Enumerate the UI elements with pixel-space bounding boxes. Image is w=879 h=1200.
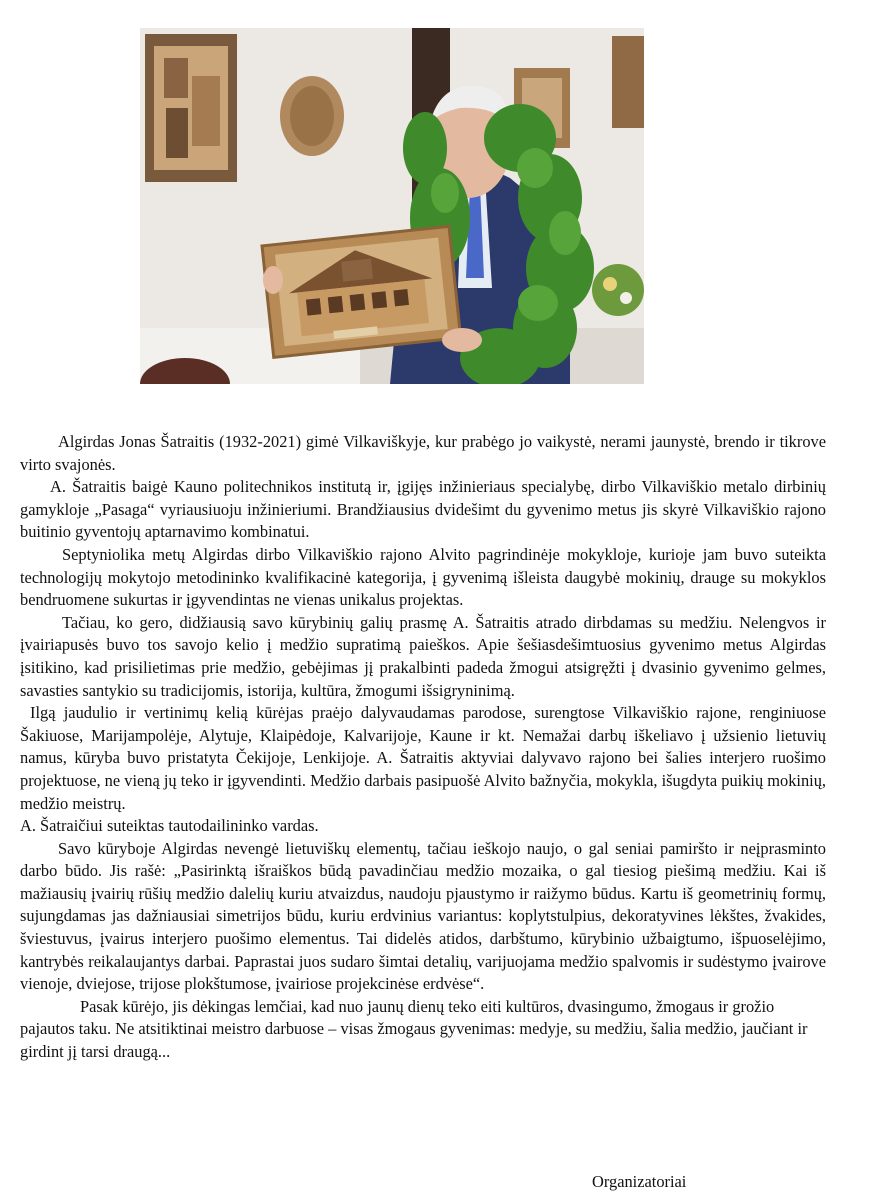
signature: Organizatoriai	[592, 1172, 687, 1191]
paragraph-2: A. Šatraitis baigė Kauno politechnikos institutą ir, įgijęs inžinieriaus specialybę, dirbo Vilkaviškio metalo dirbinių gamykloje „Pasaga“ vyriausiuoju inžinieriumi. Brandžiausius dvidešimt du gyvenimo metus jis skyrė Vilkaviškio rajono buitinio gyventojų aptarnavimo kombinatui.	[20, 477, 826, 542]
paragraph-6: A. Šatraičiui suteiktas tautodailininko vardas.	[20, 816, 319, 836]
paragraph-8: Pasak kūrėjo, jis dėkingas lemčiai, kad nuo jaunų dienų teko eiti kultūros, dvasingumo, žmogaus ir grožio pajautos taku. Ne atsitiktinai meistro darbuose – visas žmogaus gyvenimas: medyje, su medžiu, šalia medžio, jaučiant ir girdint jį tarsi draugą...	[20, 996, 808, 1062]
paragraph-4: Tačiau, ko gero, didžiausią savo kūrybinių galių prasmę A. Šatraitis atrado dirbdamas su medžiu. Nelengvos ir įvairiapusės buvo tos savojo kelio į medžio supratimą paieškos. Apie šešiasdešimtuosius gyvenimo metus Algirdas įsitikino, kad prisilietimas prie medžio, gebėjimas jį prakalbinti padeda žmogui atsigręžti į dvasinio gyvenimo gelmes, savasties santykio su tradicijomis, istorija, kultūra, žmogumi išsigryninimą.	[20, 612, 826, 700]
biography-text	[20, 431, 826, 1064]
paragraph-1: Algirdas Jonas Šatraitis (1932-2021) gimė Vilkaviškyje, kur prabėgo jo vaikystė, nerami jaunystė, brendo ir tikrove virto svajonės.	[20, 432, 826, 474]
paragraph-7: Savo kūryboje Algirdas nevengė lietuviškų elementų, tačiau ieškojo naujo, o gal seniai pamiršto ir neįprasminto darbo būdo. Jis rašė: „Pasirinktą išraiškos būdą pavadinčiau medžio mozaika, o gal tiesiog piešimą medžiu. Kai iš mažiausių įvairių rūšių medžio dalelių kuriu atvaizdus, naudoju pjaustymo ir raižymo būdus. Kartu iš geometrinių formų, sujungdamas jas dažniausiai simetrijos būdu, kuriu erdvinius variantus: koplytstulpius, dekoratyvines lėkštes, žvakides, šviestuvus, įvairus interjero puošimo elementus. Tai didelės atidos, darbštumo, kūrybinio užbaigtumo, išpuoselėjimo, kantrybės reikalaujantys darbai. Paprastai juos sudaro šimtai detalių, varijuojama medžio spalvomis ir sudėstymo įvairove vienoje, dviejose, trijose plokštumose, įvairiose projekcinėse erdvėse“.	[20, 838, 826, 994]
portrait-photo	[140, 28, 644, 384]
paragraph-5: Ilgą jaudulio ir vertinimų kelią kūrėjas praėjo dalyvaudamas parodose, surengtose Vilkaviškio rajone, renginiuose Šakiuose, Marijampolėje, Alytuje, Klaipėdoje, Kalvarijoje, Kaune ir kt. Nemažai darbų iškeliavo į užsienio lietuvių namus, kūryba buvo pristatyta Čekijoje, Lenkijoje. A. Šatraitis aktyviai dalyvavo rajono bei šalies interjero ruošimo projektuose, ne vieną jų teko ir įgyvendinti. Medžio darbais pasipuošė Alvito bažnyčia, mokykla, išugdyta puikių mokinių, medžio meistrų.	[20, 703, 826, 813]
paragraph-3: Septyniolika metų Algirdas dirbo Vilkaviškio rajono Alvito pagrindinėje mokykloje, kurioje jam buvo suteikta technologijų mokytojo metodininko kvalifikacinė kategorija, į gyvenimą išleista daugybė mokinių, drauge su mokyklos bendruomene sukurtas ir įgyvendintas ne vienas unikalus projektas.	[20, 544, 826, 610]
